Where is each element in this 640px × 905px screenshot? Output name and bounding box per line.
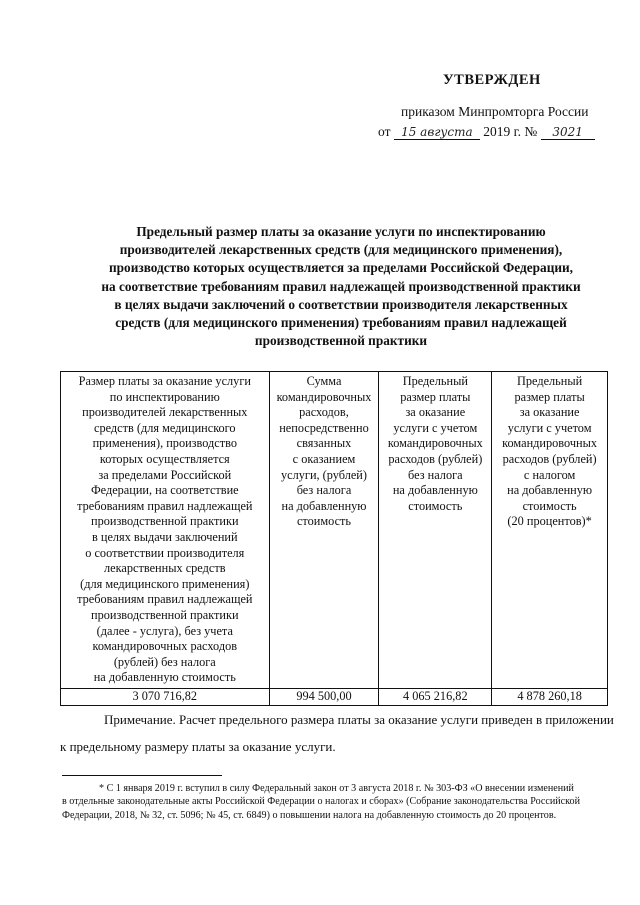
footnote-line: * С 1 января 2019 г. вступил в силу Федеральный закон от 3 августа 2018 г. № 303-ФЗ «О внесении изменений <box>99 783 574 794</box>
header-cell-travel-expenses: Сумма командировочных расходов, непосредственно связанных с оказанием услуги, (рублей) без налога на добавленную стоимость <box>269 372 379 689</box>
table-header-row <box>61 372 608 689</box>
title-line: на соответствие требованиям правил надлежащей производственной практики <box>101 278 581 294</box>
from-prefix: от <box>378 124 391 139</box>
title-line: Предельный размер платы за оказание услуги по инспектированию <box>136 224 546 239</box>
footnote-line: в отдельные законодательные акты Российской Федерации о налогах и сборах» (Собрание законодательства Российской <box>62 796 580 808</box>
title-line: производителей лекарственных средств (для медицинского применения), <box>119 242 563 258</box>
document-title <box>76 223 606 350</box>
title-line: средств (для медицинского применения) требованиям правил надлежащей <box>115 315 567 331</box>
title-line: производственной практики <box>254 333 428 349</box>
note-line: к предельному размеру платы за оказание услуги. <box>60 739 336 754</box>
title-line: в целях выдачи заключений о соответствии производителя лекарственных <box>114 296 568 312</box>
order-line: приказом Минпромторга России <box>401 104 589 119</box>
value-fee-with-vat: 4 878 260,18 <box>492 688 608 705</box>
header-cell-base-fee: Размер платы за оказание услуги по инспектированию производителей лекарственных средств (для медицинского применения), производство которых осуществляется за пределами Российской Федерации, на соответствие требованиям правил надлежащей производственной практики в целях выдачи заключений о соответствии производителя лекарственных средств (для медицинского применения) требованиям правил надлежащей производственной практики (далее - услуга), без учета командировочных расходов (рублей) без налога на добавленную стоимость <box>61 372 270 689</box>
footnote-line: Федерации, 2018, № 32, ст. 5096; № 45, ст. 6849) о повышении налога на добавленную стоимость до 20 процентов. <box>62 809 557 821</box>
footnote-divider <box>62 775 222 776</box>
header-cell-fee-without-vat: Предельный размер платы за оказание услуги с учетом командировочных расходов (рублей) без налога на добавленную стоимость <box>379 372 492 689</box>
order-date-line <box>378 124 595 140</box>
handwritten-number: 3021 <box>541 126 595 140</box>
value-fee-without-vat: 4 065 216,82 <box>379 688 492 705</box>
title-line: производство которых осуществляется за пределами Российской Федерации, <box>108 260 573 276</box>
header-cell-fee-with-vat: Предельный размер платы за оказание услуги с учетом командировочных расходов (рублей) с налогом на добавленную стоимость (20 процентов)* <box>492 372 608 689</box>
year-number-label: 2019 г. № <box>483 124 538 139</box>
handwritten-date: 15 августа <box>394 126 480 140</box>
note-line: Примечание. Расчет предельного размера платы за оказание услуги приведен в приложении <box>104 712 614 727</box>
value-base-fee: 3 070 716,82 <box>61 688 270 705</box>
fee-table <box>60 371 608 706</box>
value-travel-expenses: 994 500,00 <box>269 688 379 705</box>
table-values-row <box>61 688 608 705</box>
approved-label: УТВЕРЖДЕН <box>443 72 541 88</box>
note-paragraph <box>60 706 615 760</box>
footnote <box>62 782 612 822</box>
